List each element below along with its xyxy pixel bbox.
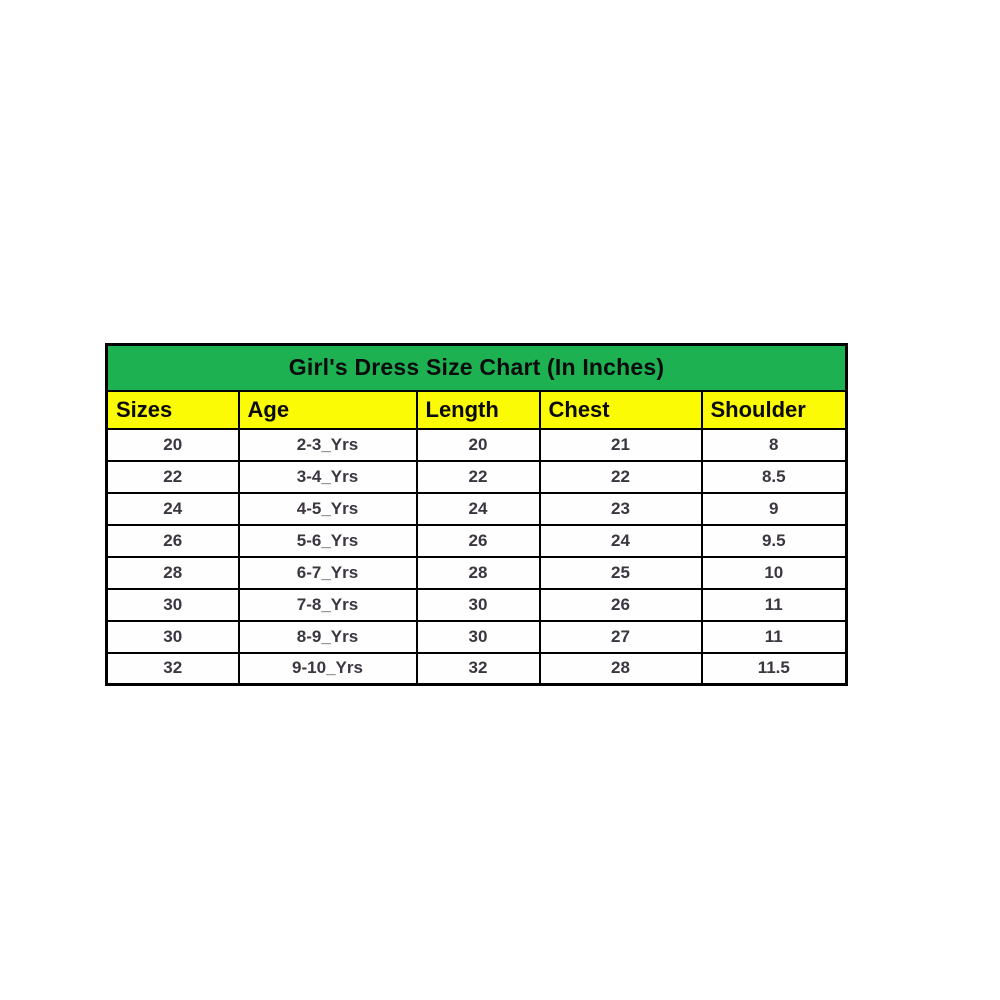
table-cell: 11 [702, 621, 847, 653]
table-row [107, 621, 847, 653]
table-cell: 32 [417, 653, 540, 685]
table-cell: 25 [540, 557, 702, 589]
table-cell: 32 [107, 653, 239, 685]
table-row [107, 461, 847, 493]
col-header-chest: Chest [540, 391, 702, 429]
table-row [107, 653, 847, 685]
table-cell: 8 [702, 429, 847, 461]
table-cell: 27 [540, 621, 702, 653]
table-cell: 7-8_Yrs [239, 589, 417, 621]
table-cell: 4-5_Yrs [239, 493, 417, 525]
table-cell: 24 [540, 525, 702, 557]
table-cell: 9.5 [702, 525, 847, 557]
table-row [107, 525, 847, 557]
title-row [107, 345, 847, 391]
table-cell: 30 [107, 621, 239, 653]
table-cell: 11 [702, 589, 847, 621]
table-row [107, 493, 847, 525]
table-cell: 20 [417, 429, 540, 461]
column-header-row [107, 391, 847, 429]
table-cell: 28 [107, 557, 239, 589]
table-row [107, 557, 847, 589]
table-cell: 21 [540, 429, 702, 461]
table-cell: 23 [540, 493, 702, 525]
table-cell: 9-10_Yrs [239, 653, 417, 685]
col-header-sizes: Sizes [107, 391, 239, 429]
table-cell: 26 [417, 525, 540, 557]
table-cell: 28 [540, 653, 702, 685]
table-cell: 30 [417, 589, 540, 621]
col-header-length: Length [417, 391, 540, 429]
table-cell: 9 [702, 493, 847, 525]
table-cell: 28 [417, 557, 540, 589]
table-cell: 24 [107, 493, 239, 525]
table-title: Girl's Dress Size Chart (In Inches) [107, 345, 847, 391]
table-cell: 8.5 [702, 461, 847, 493]
table-cell: 11.5 [702, 653, 847, 685]
table-cell: 24 [417, 493, 540, 525]
table-cell: 5-6_Yrs [239, 525, 417, 557]
table-cell: 22 [107, 461, 239, 493]
size-chart-table [105, 343, 848, 686]
table-cell: 30 [107, 589, 239, 621]
col-header-age: Age [239, 391, 417, 429]
col-header-shoulder: Shoulder [702, 391, 847, 429]
table-row [107, 589, 847, 621]
table-cell: 3-4_Yrs [239, 461, 417, 493]
table-cell: 2-3_Yrs [239, 429, 417, 461]
table-cell: 20 [107, 429, 239, 461]
table-cell: 10 [702, 557, 847, 589]
table-cell: 30 [417, 621, 540, 653]
table-cell: 6-7_Yrs [239, 557, 417, 589]
table-cell: 26 [540, 589, 702, 621]
table-body [107, 429, 847, 685]
table-cell: 8-9_Yrs [239, 621, 417, 653]
table-cell: 26 [107, 525, 239, 557]
table-cell: 22 [417, 461, 540, 493]
table-row [107, 429, 847, 461]
table-cell: 22 [540, 461, 702, 493]
